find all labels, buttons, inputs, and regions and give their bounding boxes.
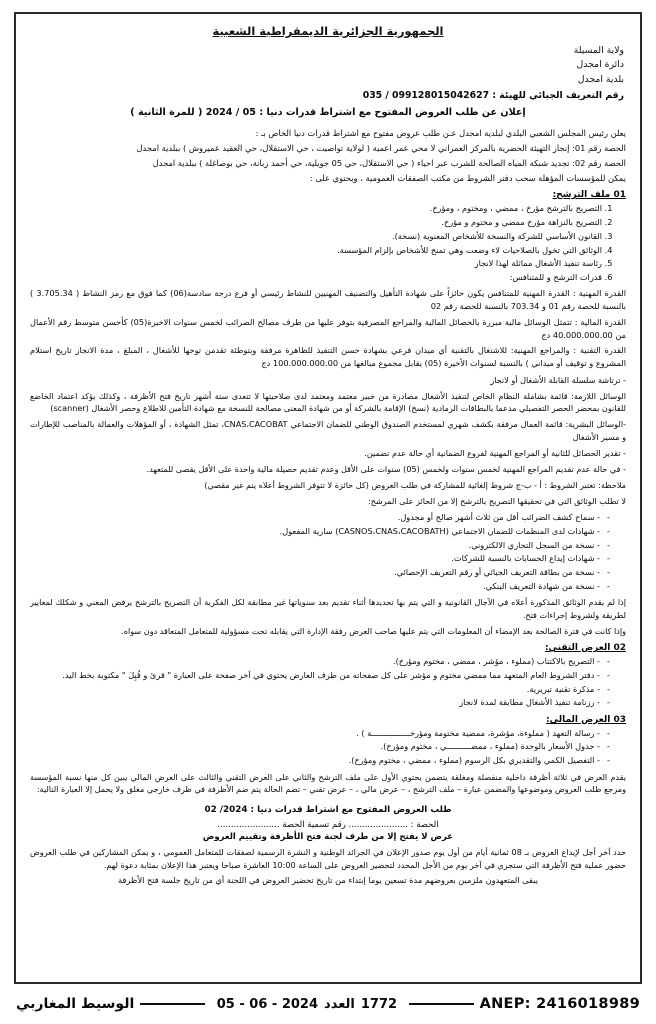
notice-sheet [14, 12, 642, 984]
list-item: 1. التصريح بالترشح مؤرخ ، ممضي ، ومختوم ، ومؤرخ. [30, 202, 602, 215]
deadline-note: حدد آخر أجل لإيداع العروض بـ 08 ثمانية أيام من أول يوم صدور الإعلان في الجرائد الوطنية و النشرة الرسمية لصفقات للمتعامل العمومي ، و يمكن المشاركين في طلب العروض حضور عملية فتح الأظرفة التي ستجري في آخر يوم من الأجل المحدد لتحضير العروض على الساعة 10:00 العاشرة صباحا ويعتبر هذا الإعلان بمثابة دعوة لهم. [30, 846, 626, 870]
national-header: الجمهورية الجزائرية الديمقراطية الشعبية [212, 24, 444, 38]
admin-line-daira: دائرة امجدل [576, 59, 624, 71]
list-item: 5. رئاسة تنفيذ الأشغال مماثلة لهذا لانجاز [30, 257, 602, 270]
technical-offer-list [30, 655, 618, 710]
validity-note: يبقى المتعهدون ملزمين بعروضهم مدة تسعين يوما إبتداء من تاريخ تحضير العروض في اللجنة أي من تاريخ جلسة فتح الأظرفة [118, 874, 538, 885]
list-item: - - جدول الأسعار بالوحدة (مملوء ، ممضــــــــــي ، مختوم ومؤرخ). [30, 740, 600, 753]
issue-label: العدد [324, 996, 355, 1012]
envelope-lot-line: الحصة : ...................... رقم تسمية الحصة ....................... [217, 819, 439, 830]
issue-date: 2024 - 06 - 05 [216, 996, 319, 1012]
intro-paragraph: يعلن رئيس المجلس الشعبي البلدي لبلدية امجدل عـن طلب عروض مفتوح مع اشتراط قدرات دنيا الخاص بـ : [255, 127, 626, 138]
envelope-instructions: يقدم العرض في ثلاثة أظرفة داخلية منفصلة ومغلقة يتضمن يحتوي الأول على ملف الترشح والثاني على العرض التقني والثالث على العرض المالي يبين كل منها نسبة المؤسسة ومرجع طلب العروض وموضوعها والمضمن عبارة – ملف الترشح ، – عرض مالي ، – عرض تقني – تضم الحالة يتم ضم الأظرفة في ظرف خارجي مغلق ولا يحمل إلا العبارة التالية: [30, 771, 626, 795]
list-item: - - رزنامة تنفيذ الأشغال مطابقة لمدة لانجاز [30, 696, 600, 709]
anep-code: ANEP: 2416018989 [479, 996, 640, 1012]
lot-item-2: الحصة رقم 02: تجديد شبكة المياه الصالحة للشرب عبر احياء ( حي الاستقلال، حي 05 جويلية، حي أحمد زبانة، حي بوصاغلة ) ببلدية امجدل [152, 157, 626, 168]
financial-offer-list [30, 727, 618, 768]
section-technical-title: 02 العرض التقني: [544, 643, 626, 654]
note-line-1: - ترتاشة سلسلة القابلة الأشغال أو لانجاز [490, 374, 626, 385]
lot-item-1: الحصة رقم 01: إنجاز التهيئة الحضرية بالمركز العمراني لا محي عمر اعمية ( لولاية تواصيت ، حي الاستقلال، حي العقيد عميروش ) ببلدية امجدل [136, 142, 626, 153]
list-item: - - التفصيل الكمي والتقديري بكل الرسوم (مملوء ، ممضي ، مختوم ومؤرخ). [30, 754, 600, 767]
long-note-2: وإذا كانت في فترة الصالحة بعد الإمضاء أن المعلومات التي يتم عليها صاحب العرض رفقة الإدارة التي يقابله تحت مسؤولية للمتعامل المتعاقد دون سواه. [121, 626, 626, 637]
capacity-professional: القدرة المهنية : القدرة المهنية للمتنافس يكون حائزاً على شهادة التأهيل والتصنيف المهنيين للنشاط رئيسي أو فرع درجة سادسة(06) كما فوق مع رمز النشاط ( 3.705.34 ) بالنسبة للحصة رقم 01 و 703.34 بالنسبة للحصة رقم 02 [30, 287, 626, 311]
list-item: - - نسخة من السجل التجاري الالكتروني. [30, 539, 600, 552]
note-means-material: الوسائل اللازمة: قائمة بشاملة النظام الخاص لتنفيذ الأشغال مصادرة من خبير معتمد ومعتمد لدى صلاحيتها لا تتعدى ستة أشهر تاريخ فتح الأظرفة ، وكذلك يؤكد اعتماد الخاضع للقانون بمحضر الحصر التفصيلي مدعما بالبطاقات الرمادية (نسخ) الإقامة بالشركة أو من شهادة المعنى مصالحة للنسخة مع شهادة التأمين للاطلاع وحصر الأشغال (scanner) [30, 390, 626, 414]
list-item: - - مذكرة تقنية تبريرية. [30, 683, 600, 696]
page-footer [0, 988, 656, 1020]
note-line-5: - في حالة عدم تقديم المراجع المهنية لخمس سنوات ولخمس (05) سنوات على الأقل وعدم تقديم حصيلة مالية واحدة على الأقل يقصى للمتعهد. [146, 464, 626, 475]
list-item: - - شهادات إيداع الحسابات بالنسبة للشركات. [30, 552, 600, 565]
note-line-4: - تقدير الحصائل للثانية أو المراجع المهنية لفروع الضمانية أي حالة عدم تضمين. [364, 448, 626, 459]
footer-issue-info [134, 997, 479, 1012]
outer-envelope-title: طلب العروض المفتوح مع اشتراط قدرات دنيا : 2024/ 02 [204, 805, 452, 816]
list-item: - - نسخة من بطاقة التعريف الجبائي أو رقم التعريف الإحصائي. [30, 566, 600, 579]
candidature-list [30, 202, 618, 284]
administrative-block [30, 44, 624, 87]
long-note-1: إذا لم يقدم الوثائق المذكورة أعلاه في الآجال القانونية و التي يتم بها تحديدها أثناء تقديم بعد سنوياتها غير مطابقة لكل الفكرية أن التصريح بالترشح يرفض المعني و شكلك لمعايير لطريقة ولشروط إجراءات فتح. [30, 597, 626, 621]
list-item: 2. التصريح بالنزاهة مؤرخ ممضي و مختوم و مؤرخ. [30, 216, 602, 229]
footer-rule-right [140, 1003, 204, 1005]
fiscal-id-value: 099128015042627 / 035 [362, 90, 490, 102]
list-item: - - نسخة من شهادة التعريف البنكي. [30, 580, 600, 593]
footer-rule-left [409, 1003, 473, 1005]
section-financial-title: 03 العرض المالي: [545, 714, 626, 725]
list-item: 3. القانون الأساسي للشركة والنسخة للأشخاص المعنوية (نسخة). [30, 230, 602, 243]
second-section-intro: لا تطلب الوثائق التي في تحقيقها التصريح بالترشح إلا من الحائز على المرشح: [367, 496, 626, 507]
capacity-financial: القدرة المالية : تتمثل الوسائل مالية مبررة بالحصائل المالية والمراجع المصرفية بتوفر عليها من طرف مصالح الضرائب لخمس سنوات الاخيرة(05) كأحسن متوسط رقم الأعمال من 40.000.000.00 دج [30, 316, 626, 340]
issue-number: 1772 [360, 996, 398, 1012]
required-documents-list [30, 511, 618, 593]
list-item: - - التصريح بالاكتتاب (مملوء ، مؤشر ، ممضي ، مختوم ومؤرخ). [30, 655, 600, 668]
capacity-technical: القدرة التقنية : والمراجع المهنية: للاشتغال بالتقنية أي ميدان فرعي بشهادة حسن التنفيذ للظاهرة مرفقة وبتوطئة تقدمن توجها للأشغال ، المبلغ ، مدة الانجاز تاريخ استلام المشروع و توقيف أو ميداني ) بالنسبة لسنوات الأخيرة (05) يقابل مجموع مبالغها من 100.000.000.00 دج [30, 345, 626, 369]
newspaper-name: الوسيط المغاربي [16, 996, 135, 1012]
fiscal-id-label: رقم التعريف الجبائي للهيئة : [492, 90, 624, 102]
admin-line-baladia: بلدية امجدل [577, 73, 624, 85]
list-item: - - شهادات لدى المنظمات للضمان الاجتماعي (CASNOS،CNAS،CACOBATH) سارية المفعول. [30, 525, 600, 538]
withdraw-note: يمكن للمؤسسات المؤهلة سحب دفتر الشروط من مكتب الصفقات العمومية ، ويحتوي على : [309, 172, 626, 183]
list-item: - - دفتر الشروط العام المتعهد مما ممضي مختوم و مؤشر على كل صفحاته من طرف العارض يحتوي في آخر صفحة على العبارة " قرئ و قُبِلَ " مكتوبة بخط اليد. [30, 669, 600, 682]
list-item: - - رسالة التعهد ( مملوءة، مؤشرة، ممضية مختومة ومؤرخــــــــــــــــة ) . [30, 727, 600, 740]
admin-line-wilaya: ولاية المسيلة [573, 45, 624, 56]
fiscal-id-line [30, 90, 624, 101]
remark-line: ملاحظة: تعتبر الشروط : أ - ب-ج شروط إلغائية للمشاركة في طلب العروض (كل حائزة لا تتوفر الشروط أعلاه يتم غير مقصي) [204, 480, 626, 491]
list-item: - - سماح كشف الضرائب أقل من ثلاث أشهر صالح أو مجدول. [30, 511, 600, 524]
section-candidature-title: 01 ملف الترشح: [552, 190, 626, 201]
announcement-title: إعلان عن طلب العروض المفتوح مع اشتراط قدرات دنيا : 05 / 2024 ( للمرة الثانية ) [130, 107, 526, 119]
note-means-human: -الوسائل البشرية: قائمة العمال مرفقة بكشف شهري لمستخدم الصندوق الوطني للضمان الاجتماعي CNAS،CACOBAT، تمثل الشهادة ، أو المؤهلات والعمالة بالمناصب للإطارات و مسير الأشغال [30, 419, 626, 443]
envelope-open-line: عرض لا يفتح إلا من طرف لجنة فتح الأظرفة وتقييم العروض [202, 831, 454, 842]
list-item: 4. الوثائق التي تخول بالصلاحيات لاء وضعت وهي تمنح للأشخاص بإلزام المؤسسة. [30, 244, 602, 257]
list-item: 6. قدرات الترشح و للمتنافس: [30, 271, 602, 284]
